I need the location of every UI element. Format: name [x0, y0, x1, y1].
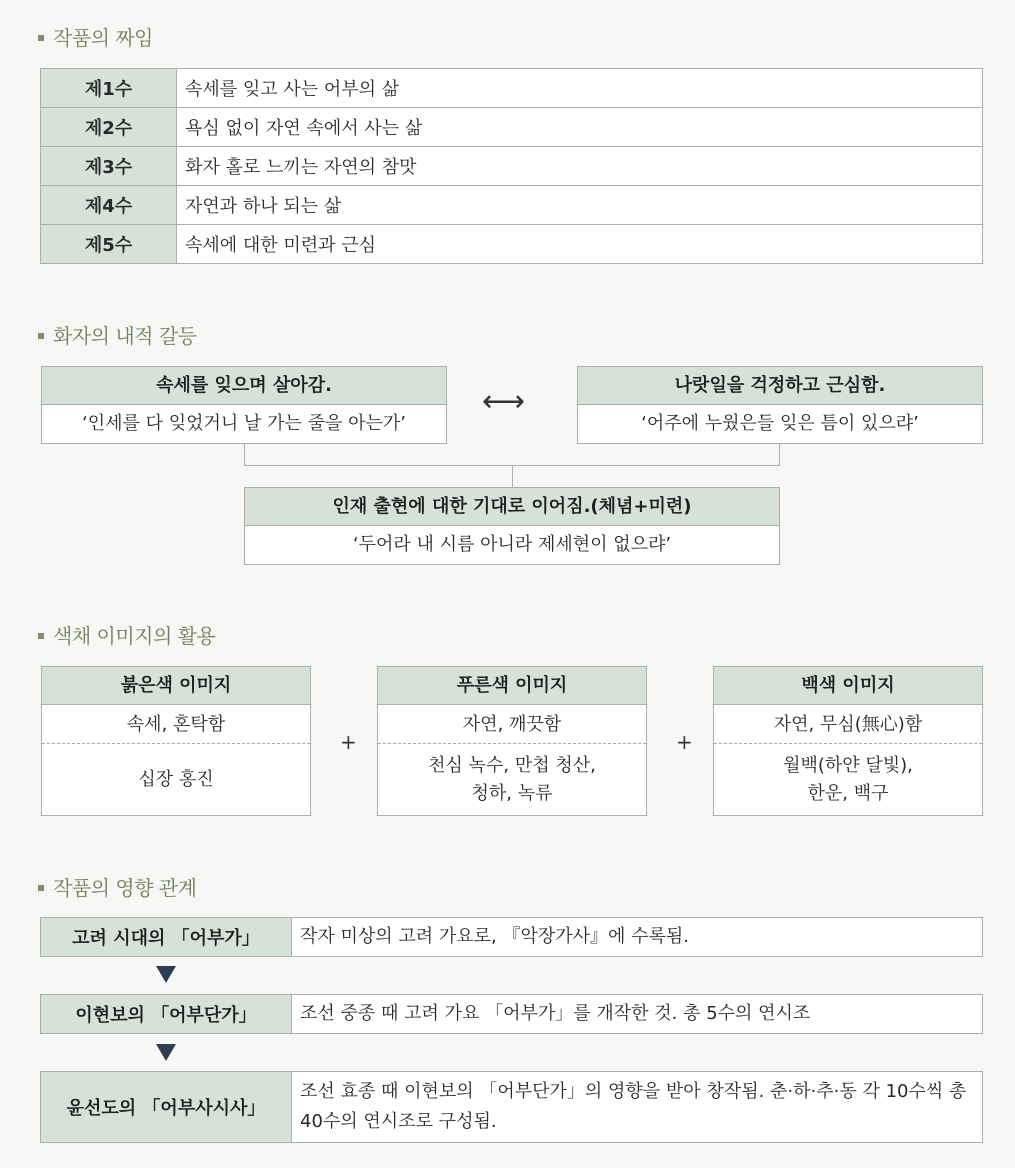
color-box-head: 붉은색 이미지: [42, 667, 310, 705]
stanza-description: 욕심 없이 자연 속에서 사는 삶: [177, 108, 983, 147]
influence-row: [40, 917, 983, 957]
section-title-color: 색채 이미지의 활용: [38, 620, 215, 649]
bullet-icon: [38, 333, 44, 339]
stanza-number: 제3수: [41, 147, 177, 186]
table-row: [41, 225, 983, 264]
influence-work-name: 윤선도의 「어부사시사」: [41, 1072, 291, 1142]
influence-row: [40, 1071, 983, 1143]
conflict-result-quote: ‘두어라 내 시름 아니라 제세현이 없으랴’: [352, 534, 672, 555]
conflict-left-head: 속세를 잊으며 살아감.: [42, 367, 446, 405]
color-box-meaning: 자연, 깨끗함: [378, 705, 646, 744]
conflict-result-head: 인재 출현에 대한 기대로 이어짐.(체념+미련): [245, 488, 779, 526]
influence-work-desc: 작자 미상의 고려 가요로, 『악장가사』에 수록됨.: [291, 918, 982, 956]
stanza-description: 속세에 대한 미련과 근심: [177, 225, 983, 264]
conflict-right-head: 나랏일을 걱정하고 근심함.: [578, 367, 982, 405]
influence-row: [40, 994, 983, 1034]
color-box-head: 백색 이미지: [714, 667, 982, 705]
color-box-red: [41, 666, 311, 816]
plus-icon: +: [340, 730, 357, 754]
color-box-examples: 월백(하얀 달빛), 한운, 백구: [783, 754, 913, 804]
conflict-right-box: [577, 366, 983, 444]
plus-icon: +: [676, 730, 693, 754]
conflict-left-box: [41, 366, 447, 444]
down-arrow-icon: [156, 966, 176, 983]
bullet-icon: [38, 35, 44, 41]
influence-work-name: 이현보의 「어부단가」: [41, 995, 291, 1033]
double-arrow-icon: ⟷: [482, 384, 526, 419]
conflict-result-box: [244, 487, 780, 565]
down-arrow-icon: [156, 1044, 176, 1061]
connector-line: [779, 443, 780, 465]
color-box-examples: 십장 홍진: [138, 768, 214, 790]
table-row: [41, 186, 983, 225]
section-title-structure: 작품의 짜임: [38, 22, 153, 51]
stanza-number: 제5수: [41, 225, 177, 264]
section-title-conflict: 화자의 내적 갈등: [38, 320, 196, 349]
stanza-description: 자연과 하나 되는 삶: [177, 186, 983, 225]
stanza-number: 제1수: [41, 69, 177, 108]
color-box-meaning: 자연, 무심(無心)함: [714, 705, 982, 744]
influence-work-desc: 조선 중종 때 고려 가요 「어부가」를 개작한 것. 총 5수의 연시조: [291, 995, 982, 1033]
bullet-icon: [38, 633, 44, 639]
color-box-examples: 천심 녹수, 만첩 청산, 청하, 녹류: [428, 754, 596, 804]
stanza-description: 속세를 잊고 사는 어부의 삶: [177, 69, 983, 108]
color-box-meaning: 속세, 혼탁함: [42, 705, 310, 744]
color-box-blue: [377, 666, 647, 816]
conflict-right-quote: ‘어주에 누웠은들 잊은 틈이 있으랴’: [641, 413, 919, 434]
connector-line: [512, 465, 513, 487]
structure-table: [40, 68, 983, 264]
color-box-head: 푸른색 이미지: [378, 667, 646, 705]
table-row: [41, 69, 983, 108]
color-box-white: [713, 666, 983, 816]
stanza-number: 제4수: [41, 186, 177, 225]
conflict-left-quote: ‘인세를 다 잊었거니 날 가는 줄을 아는가’: [82, 413, 406, 434]
stanza-description: 화자 홀로 느끼는 자연의 참맛: [177, 147, 983, 186]
bullet-icon: [38, 885, 44, 891]
influence-work-name: 고려 시대의 「어부가」: [41, 918, 291, 956]
influence-work-desc: 조선 효종 때 이현보의 「어부단가」의 영향을 받아 창작됨. 춘·하·추·동 각 10수씩 총 40수의 연시조로 구성됨.: [291, 1072, 982, 1142]
table-row: [41, 108, 983, 147]
table-row: [41, 147, 983, 186]
connector-line: [244, 443, 245, 465]
stanza-number: 제2수: [41, 108, 177, 147]
section-title-influence: 작품의 영향 관계: [38, 872, 196, 901]
